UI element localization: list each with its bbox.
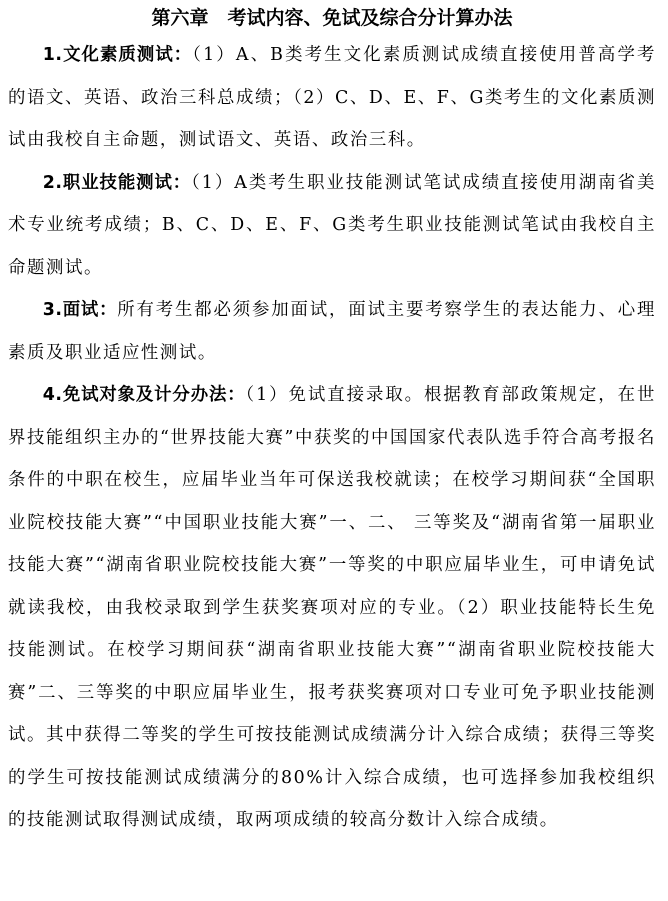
chapter-title: 第六章 考试内容、免试及综合分计算办法 (151, 7, 513, 29)
section-interview (8, 289, 656, 374)
section-heading: 4.免试对象及计分办法： (42, 385, 246, 405)
section-exemption (8, 374, 656, 842)
section-heading: 1.文化素质测试： (42, 45, 193, 65)
section-skill-test (8, 162, 656, 290)
section-heading: 2.职业技能测试： (42, 172, 192, 193)
section-body: （1）A类考生职业技能测试笔试成绩直接使用湖南省美术专业统考成绩；B、C、D、E、F、G类考生职业技能测试笔试由我校自主命题测试。 (8, 172, 656, 278)
section-cultural-test (8, 34, 656, 162)
section-heading: 3.面试： (42, 300, 118, 320)
section-body: （1）A、B类考生文化素质测试成绩直接使用普高学考的语文、英语、政治三科总成绩；（2）C、D、E、F、G类考生的文化素质测试由我校自主命题，测试语文、英语、政治三科。 (8, 45, 656, 150)
section-body: 所有考生都必须参加面试，面试主要考察学生的表达能力、心理素质及职业适应性测试。 (8, 300, 656, 363)
section-body: （1）免试直接录取。根据教育部政策规定，在世界技能组织主办的“世界技能大赛”中获奖的中国国家代表队选手符合高考报名条件的中职在校生，应届毕业当年可保送我校就读；在校学习期间获“全国职业院校技能大赛”“中国职业技能大赛”一、二、 三等奖及“湖南省第一届职业技能大赛”“湖南省职业院校技能大赛”一等奖的中职应届毕业生，可申请免试就读我校，由我校录取到学生获奖赛项对应的专业。（2）职业技能特长生免技能测试。在校学习期间获“湖南省职业技能大赛”“湖南省职业院校技能大赛”二、三等奖的中职应届毕业生，报考获奖赛项对口专业可免予职业技能测试。其中获得二等奖的学生可按技能测试成绩满分计入综合成绩；获得三等奖的学生可按技能测试成绩满分的80%计入综合成绩，也可选择参加我校组织的技能测试取得测试成绩，取两项成绩的较高分数计入综合成绩。 (8, 385, 656, 830)
